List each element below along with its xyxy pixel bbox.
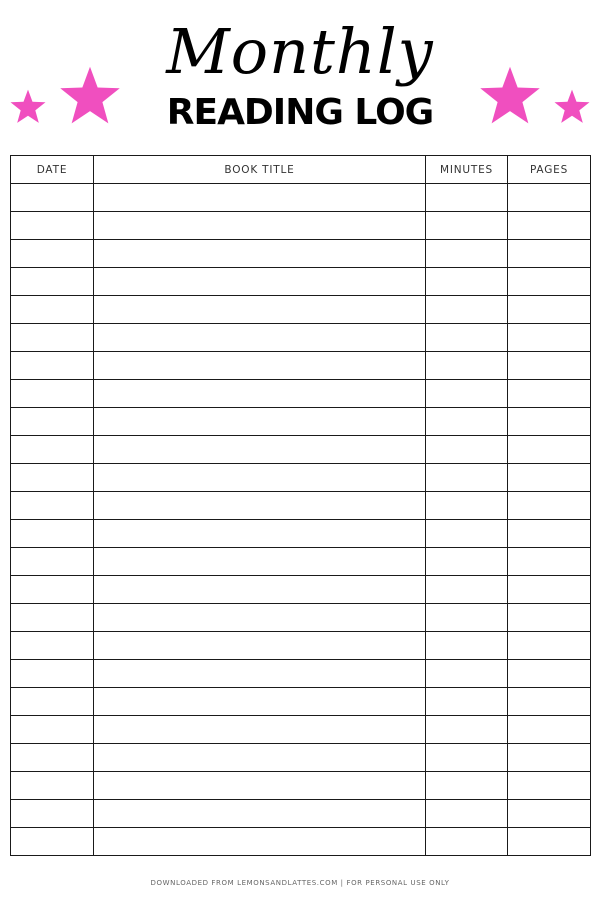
table-row [11,828,591,856]
column-header-minutes: MINUTES [426,156,508,184]
cell-pages[interactable] [508,800,591,828]
cell-pages[interactable] [508,660,591,688]
cell-book-title[interactable] [94,632,426,660]
cell-date[interactable] [11,408,94,436]
cell-minutes[interactable] [426,492,508,520]
column-header-book-title: BOOK TITLE [94,156,426,184]
cell-book-title[interactable] [94,324,426,352]
table-row [11,352,591,380]
cell-book-title[interactable] [94,380,426,408]
table-row [11,380,591,408]
table-row [11,716,591,744]
table-row [11,464,591,492]
table-header-row [11,156,591,184]
table-row [11,184,591,212]
cell-pages[interactable] [508,324,591,352]
cell-minutes[interactable] [426,772,508,800]
cell-date[interactable] [11,436,94,464]
cell-minutes[interactable] [426,352,508,380]
cell-minutes[interactable] [426,212,508,240]
cell-book-title[interactable] [94,184,426,212]
table-row [11,492,591,520]
cell-book-title[interactable] [94,604,426,632]
cell-date[interactable] [11,268,94,296]
table-row [11,576,591,604]
title-bold: READING LOG [166,92,434,133]
cell-book-title[interactable] [94,352,426,380]
cell-book-title[interactable] [94,520,426,548]
cell-pages[interactable] [508,548,591,576]
cell-date[interactable] [11,828,94,856]
cell-pages[interactable] [508,744,591,772]
cell-date[interactable] [11,296,94,324]
table-row [11,660,591,688]
cell-minutes[interactable] [426,520,508,548]
cell-date[interactable] [11,520,94,548]
cell-date[interactable] [11,688,94,716]
cell-book-title[interactable] [94,436,426,464]
cell-pages[interactable] [508,380,591,408]
cell-book-title[interactable] [94,408,426,436]
table-row [11,436,591,464]
cell-pages[interactable] [508,296,591,324]
table-body [11,184,591,856]
cell-book-title[interactable] [94,800,426,828]
cell-book-title[interactable] [94,212,426,240]
cell-pages[interactable] [508,576,591,604]
cell-pages[interactable] [508,632,591,660]
cell-book-title[interactable] [94,492,426,520]
cell-minutes[interactable] [426,464,508,492]
cell-minutes[interactable] [426,744,508,772]
cell-date[interactable] [11,716,94,744]
cell-date[interactable] [11,212,94,240]
cell-minutes[interactable] [426,184,508,212]
table-row [11,772,591,800]
reading-log-table [10,155,591,856]
table-row [11,324,591,352]
cell-pages[interactable] [508,408,591,436]
cell-pages[interactable] [508,352,591,380]
cell-book-title[interactable] [94,240,426,268]
cell-pages[interactable] [508,520,591,548]
footer-note: DOWNLOADED FROM LEMONSANDLATTES.COM | FOR PERSONAL USE ONLY [150,879,450,887]
cell-pages[interactable] [508,184,591,212]
title-script: Monthly [166,15,434,88]
header [0,0,600,150]
cell-date[interactable] [11,772,94,800]
table-row [11,800,591,828]
cell-pages[interactable] [508,604,591,632]
table-row [11,548,591,576]
cell-minutes[interactable] [426,716,508,744]
cell-date[interactable] [11,352,94,380]
cell-pages[interactable] [508,212,591,240]
cell-pages[interactable] [508,688,591,716]
cell-book-title[interactable] [94,688,426,716]
cell-date[interactable] [11,548,94,576]
cell-date[interactable] [11,604,94,632]
cell-pages[interactable] [508,772,591,800]
cell-date[interactable] [11,744,94,772]
cell-pages[interactable] [508,436,591,464]
table-row [11,520,591,548]
cell-date[interactable] [11,576,94,604]
cell-minutes[interactable] [426,296,508,324]
cell-pages[interactable] [508,464,591,492]
cell-book-title[interactable] [94,744,426,772]
cell-book-title[interactable] [94,548,426,576]
column-header-date: DATE [11,156,94,184]
cell-pages[interactable] [508,240,591,268]
cell-date[interactable] [11,492,94,520]
cell-book-title[interactable] [94,716,426,744]
cell-minutes[interactable] [426,324,508,352]
cell-date[interactable] [11,380,94,408]
table-row [11,268,591,296]
cell-date[interactable] [11,632,94,660]
cell-minutes[interactable] [426,408,508,436]
column-header-pages: PAGES [508,156,591,184]
cell-minutes[interactable] [426,688,508,716]
cell-minutes[interactable] [426,800,508,828]
table-row [11,212,591,240]
table-row [11,604,591,632]
cell-book-title[interactable] [94,576,426,604]
table-row [11,632,591,660]
cell-date[interactable] [11,324,94,352]
cell-book-title[interactable] [94,772,426,800]
cell-date[interactable] [11,464,94,492]
cell-pages[interactable] [508,268,591,296]
cell-book-title[interactable] [94,464,426,492]
table-row [11,240,591,268]
cell-minutes[interactable] [426,380,508,408]
cell-minutes[interactable] [426,828,508,856]
cell-book-title[interactable] [94,828,426,856]
cell-book-title[interactable] [94,268,426,296]
cell-date[interactable] [11,184,94,212]
cell-minutes[interactable] [426,548,508,576]
table-row [11,296,591,324]
cell-minutes[interactable] [426,576,508,604]
cell-pages[interactable] [508,828,591,856]
cell-pages[interactable] [508,716,591,744]
table-row [11,408,591,436]
cell-minutes[interactable] [426,632,508,660]
table-row [11,688,591,716]
cell-minutes[interactable] [426,660,508,688]
cell-minutes[interactable] [426,240,508,268]
cell-date[interactable] [11,660,94,688]
cell-pages[interactable] [508,492,591,520]
cell-minutes[interactable] [426,268,508,296]
cell-minutes[interactable] [426,436,508,464]
table-row [11,744,591,772]
cell-date[interactable] [11,240,94,268]
cell-book-title[interactable] [94,660,426,688]
cell-date[interactable] [11,800,94,828]
cell-book-title[interactable] [94,296,426,324]
cell-minutes[interactable] [426,604,508,632]
